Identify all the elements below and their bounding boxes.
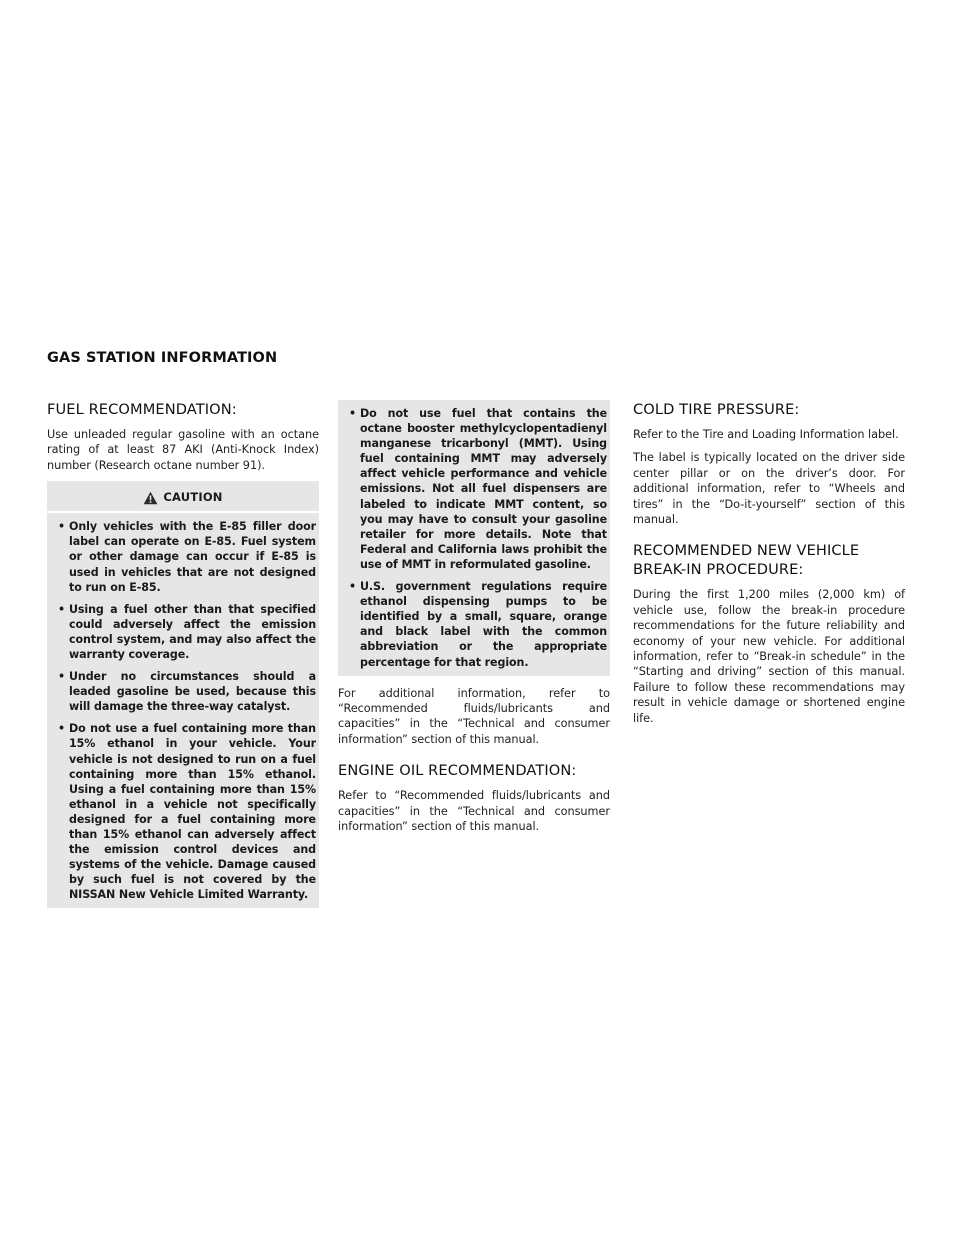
break-in-heading-line-2: BREAK-IN PROCEDURE: xyxy=(633,561,804,579)
bullet: • xyxy=(58,670,65,684)
caution-list xyxy=(47,519,319,902)
caution-item xyxy=(338,406,610,572)
warning-triangle-icon xyxy=(143,490,158,504)
caution-item-text: Do not use a fuel containing more than 15% ethanol in your vehicle. Your vehicle is not designed to run on a fuel containing more than 15% ethanol. Using a fuel containing more than 15% ethanol in a vehicle not specifically designed for a fuel containing more than 15% ethanol can adversely affect the emission control devices and systems of the vehicle. Damage caused by such fuel is not covered by the NISSAN New Vehicle Limited Warranty. xyxy=(69,722,316,902)
bullet: • xyxy=(58,722,65,736)
caution-item-text: Under no circumstances should a leaded gasoline be used, because this will damage the three-way catalyst. xyxy=(69,670,316,714)
caution-item-text: Do not use fuel that contains the octane booster methylcyclopentadienyl manganese tricarbonyl (MMT). Using fuel containing MMT may adversely affect vehicle performance and vehicle emissions. Not all fuel dispensers are labeled to indicate MMT content, so you may have to consult your gasoline retailer for more details. Note that Federal and California laws prohibit the use of MMT in reformulated gasoline. xyxy=(360,407,607,571)
caution-item xyxy=(47,721,319,902)
caution-item-text: Only vehicles with the E-85 filler door label can operate on E-85. Fuel system or other damage can occur if E-85 is used in vehicles that are not designed to run on E-85. xyxy=(69,520,316,594)
caution-box-continued xyxy=(338,400,610,676)
caution-box xyxy=(47,481,319,908)
section-title: GAS STATION INFORMATION xyxy=(47,350,278,366)
caution-item xyxy=(47,519,319,594)
fuel-recommendation-heading: FUEL RECOMMENDATION: xyxy=(47,401,237,418)
caution-list xyxy=(338,406,610,670)
cold-tire-pressure-heading: COLD TIRE PRESSURE: xyxy=(633,401,800,418)
caution-item-text: U.S. government regulations require ethanol dispensing pumps to be identified by a small, square, orange and black label with the common abbreviation or the appropriate percentage for that region. xyxy=(360,580,607,669)
engine-oil-paragraph: Refer to “Recommended fluids/lubricants and capacities” in the “Technical and consumer information” section of this manual. xyxy=(338,789,610,834)
tire-paragraph-1: Refer to the Tire and Loading Information label. xyxy=(633,428,899,441)
column-2 xyxy=(338,400,610,842)
caution-item-text: Using a fuel other than that specified could adversely affect the emission control system, and may also affect the warranty coverage. xyxy=(69,602,316,661)
fuel-intro-paragraph: Use unleaded regular gasoline with an octane rating of at least 87 AKI (Anti-Knock Index) number (Research octane number 91). xyxy=(47,428,319,472)
break-in-heading xyxy=(633,541,905,579)
bullet: • xyxy=(58,520,65,534)
break-in-heading-line-1: RECOMMENDED NEW VEHICLE xyxy=(633,542,860,560)
column-3 xyxy=(633,400,905,734)
bullet: • xyxy=(349,407,356,420)
caution-label: CAUTION xyxy=(163,490,223,505)
bullet: • xyxy=(349,580,356,594)
caution-item xyxy=(338,579,610,670)
caution-header xyxy=(47,487,319,513)
break-in-paragraph: During the first 1,200 miles (2,000 km) of vehicle use, follow the break-in procedure recommendations for the future reliability and economy of your new vehicle. For additional information, refer to “Break-in schedule” in the “Starting and driving” section of this manual. Failure to follow these recommendations may result in vehicle damage or shortened engine life. xyxy=(633,588,905,725)
fuel-additional-info: For additional information, refer to “Recommended fluids/lubricants and capacities” in the “Technical and consumer information” section of this manual. xyxy=(338,686,610,746)
engine-oil-heading: ENGINE OIL RECOMMENDATION: xyxy=(338,762,577,780)
caution-item xyxy=(47,602,319,662)
column-1 xyxy=(47,400,319,908)
caution-item xyxy=(47,669,319,714)
tire-paragraph-2: The label is typically located on the driver side center pillar or on the driver’s door. For additional information, refer to “Wheels and tires” in the “Do-it-yourself” section of this manual. xyxy=(633,451,905,527)
bullet: • xyxy=(58,602,65,616)
